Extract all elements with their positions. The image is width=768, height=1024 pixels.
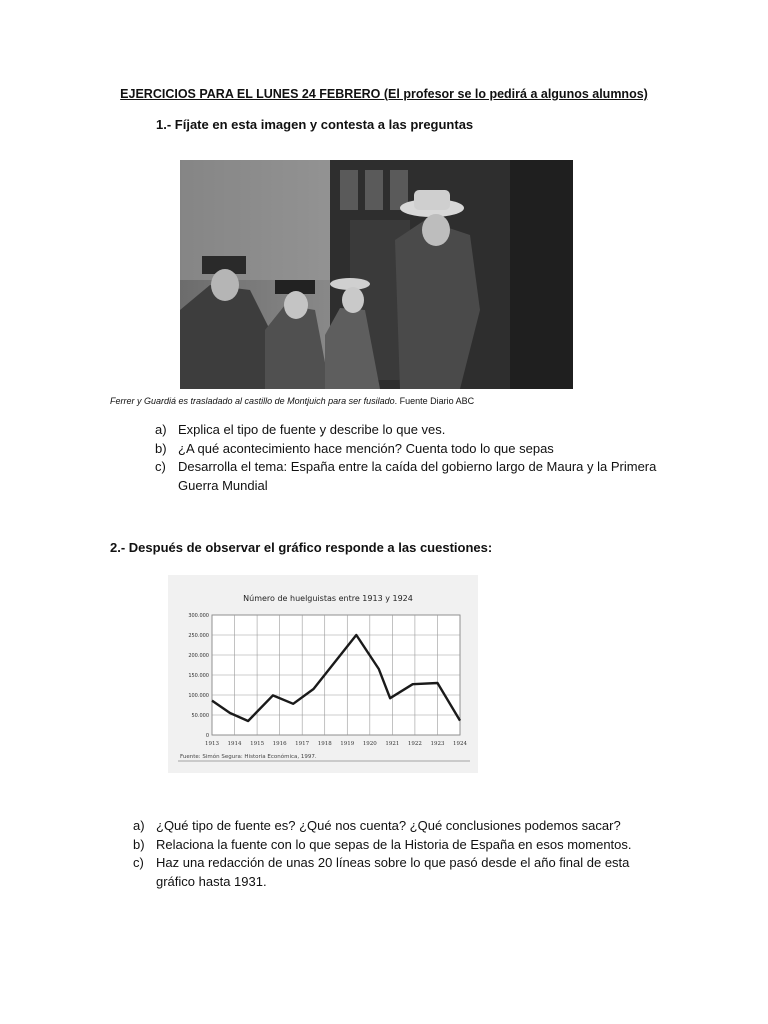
photo-caption-source: . Fuente Diario ABC	[394, 396, 475, 406]
list-item	[155, 421, 665, 440]
list-item	[155, 458, 665, 495]
list-item	[133, 817, 633, 836]
y-tick-label: 50.000	[191, 713, 209, 719]
chart-source: Fuente: Simón Segura: Historia Económica, 1997.	[180, 754, 317, 760]
x-tick-label: 1914	[227, 741, 242, 747]
list-item	[133, 854, 633, 891]
y-tick-label: 0	[205, 733, 209, 739]
y-tick-label: 100.000	[188, 693, 209, 699]
list-marker: b)	[133, 836, 145, 852]
list-text: Haz una redacción de unas 20 líneas sobre lo que pasó desde el año final de esta gráfico hasta 1931.	[156, 855, 630, 889]
x-tick-label: 1920	[362, 741, 377, 747]
x-tick-label: 1916	[272, 741, 287, 747]
question-2-heading: 2.- Después de observar el gráfico responde a las cuestiones:	[110, 540, 493, 555]
list-marker: c)	[155, 459, 166, 474]
x-tick-label: 1913	[205, 741, 219, 747]
y-tick-label: 150.000	[188, 673, 209, 679]
strikers-chart	[168, 575, 478, 773]
question-2-list	[133, 817, 633, 891]
historical-photo	[180, 160, 573, 389]
x-tick-label: 1915	[250, 741, 265, 747]
y-tick-label: 200.000	[188, 653, 209, 659]
x-tick-label: 1924	[453, 741, 467, 747]
list-marker: b)	[155, 440, 167, 456]
y-tick-label: 300.000	[188, 613, 209, 619]
x-tick-label: 1917	[295, 741, 310, 747]
x-tick-label: 1919	[340, 741, 355, 747]
x-tick-label: 1918	[317, 741, 332, 747]
question-1-heading: 1.- Fíjate en esta imagen y contesta a las preguntas	[156, 117, 474, 132]
photo-caption	[110, 396, 474, 406]
x-tick-label: 1922	[407, 741, 422, 747]
list-item	[155, 440, 665, 459]
list-marker: a)	[133, 818, 145, 833]
question-1-list	[155, 421, 665, 495]
photo-illustration	[180, 160, 573, 389]
x-tick-label: 1923	[430, 741, 445, 747]
list-marker: c)	[133, 855, 144, 870]
list-item	[133, 836, 633, 855]
list-text: ¿Qué tipo de fuente es? ¿Qué nos cuenta? ¿Qué conclusiones podemos sacar?	[156, 818, 621, 833]
list-text: Explica el tipo de fuente y describe lo que ves.	[178, 422, 446, 437]
y-tick-label: 250.000	[188, 633, 209, 639]
x-tick-label: 1921	[385, 741, 400, 747]
page-title: EJERCICIOS PARA EL LUNES 24 FEBRERO (El profesor se lo pedirá a algunos alumnos)	[120, 87, 648, 101]
list-marker: a)	[155, 422, 167, 437]
photo-caption-italic: Ferrer y Guardiá es trasladado al castillo de Montjuich para ser fusilado	[110, 396, 395, 406]
chart-svg	[168, 575, 478, 773]
list-text: Relaciona la fuente con lo que sepas de la Historia de España en esos momentos.	[156, 836, 632, 852]
chart-title: Número de huelguistas entre 1913 y 1924	[243, 594, 413, 603]
list-text: ¿A qué acontecimiento hace mención? Cuenta todo lo que sepas	[178, 440, 554, 456]
list-text: Desarrolla el tema: España entre la caída del gobierno largo de Maura y la Primera Guerra Mundial	[178, 459, 657, 493]
